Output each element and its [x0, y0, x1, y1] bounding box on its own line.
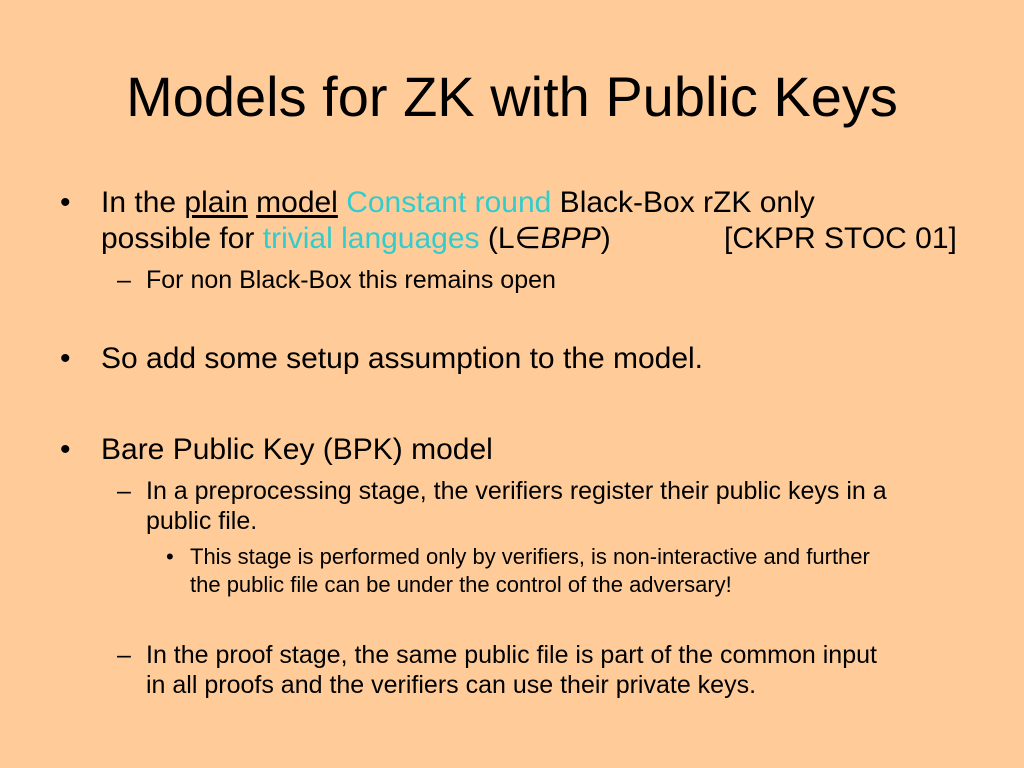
dash-marker: – [117, 266, 131, 294]
bullet-marker: • [166, 544, 174, 569]
slide-title: Models for ZK with Public Keys [126, 65, 898, 128]
text-run: (L [479, 222, 515, 255]
dash-marker: – [117, 477, 131, 505]
text-run: ) [600, 222, 611, 255]
element-of-symbol: ∈ [514, 222, 541, 255]
text-run: Black-Box rZK only [551, 186, 815, 219]
text-run: In the [101, 186, 185, 219]
underlined-plain: plain [184, 186, 248, 219]
bullet-3-sub-2-line-1: In the proof stage, the same public file is part of the common input [146, 641, 877, 669]
text-run [338, 186, 346, 219]
text-run: possible for [101, 222, 263, 255]
bullet-marker: • [60, 342, 71, 375]
bullet-2: So add some setup assumption to the model. [101, 342, 704, 375]
bullet-3-sub-1-line-1: In a preprocessing stage, the verifiers register their public keys in a [146, 477, 887, 505]
bullet-3-subsub-1-line-1: This stage is performed only by verifiers, is non-interactive and further [190, 544, 870, 569]
bullet-1-line-2 [101, 221, 611, 257]
underlined-model: model [256, 186, 338, 219]
highlight-trivial-languages: trivial languages [262, 222, 480, 255]
italic-bpp: BPP [540, 222, 601, 255]
bullet-marker: • [60, 186, 71, 219]
bullet-1-line-1 [101, 185, 815, 221]
dash-marker: – [117, 641, 131, 669]
bullet-3-subsub-1-line-2: the public file can be under the control of the adversary! [190, 572, 732, 597]
highlight-constant-round: Constant round [346, 186, 552, 219]
bullet-3-sub-2-line-2: in all proofs and the verifiers can use their private keys. [146, 671, 757, 699]
bullet-marker: • [60, 433, 71, 466]
bullet-3-sub-1-line-2: public file. [146, 507, 258, 535]
bullet-3: Bare Public Key (BPK) model [101, 433, 493, 466]
citation: [CKPR STOC 01] [724, 222, 957, 255]
text-run [248, 186, 256, 219]
bullet-1-sub-1: For non Black-Box this remains open [146, 266, 556, 294]
